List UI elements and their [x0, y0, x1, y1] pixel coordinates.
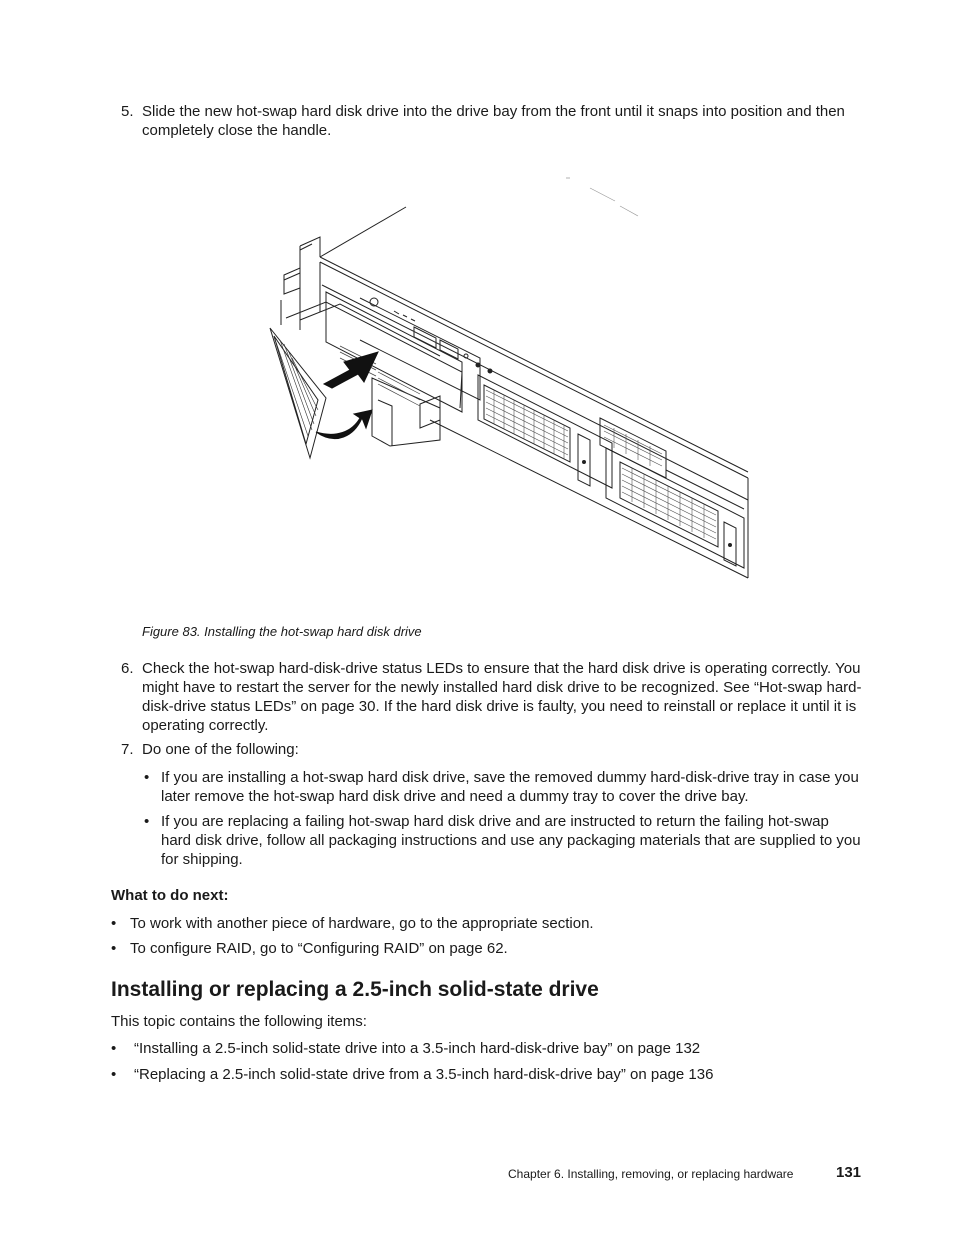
server-drive-install-illustration	[262, 172, 752, 582]
next-heading: What to do next:	[111, 887, 229, 904]
list-item-text: If you are installing a hot-swap hard disk drive, save the removed dummy hard-disk-drive tray in case you later remove the hot-swap hard disk drive and need a dummy tray to cover the drive bay.	[161, 769, 859, 805]
step-number: 6.	[121, 660, 134, 677]
bullet: •	[111, 1066, 117, 1083]
step-text: Check the hot-swap hard-disk-drive status LEDs to ensure that the hard disk drive is operating correctly. You might have to restart the server for the newly installed hard disk drive to be recognized. See “Hot-swap hard-disk-drive status LEDs” on page 30. If the hard disk drive is faulty, you need to reinstall or replace it until it is operating correctly.	[142, 660, 862, 734]
list-item-text: To configure RAID, go to “Configuring RAID” on page 62.	[130, 940, 508, 957]
list-item-text: “Replacing a 2.5-inch solid-state drive from a 3.5-inch hard-disk-drive bay” on page 136	[134, 1066, 714, 1083]
list-item-text: To work with another piece of hardware, go to the appropriate section.	[130, 915, 594, 932]
step-text: Slide the new hot-swap hard disk drive into the drive bay from the front until it snaps into position and then completely close the handle.	[142, 103, 845, 139]
bullet: •	[111, 1040, 117, 1057]
footer-chapter: Chapter 6. Installing, removing, or replacing hardware	[508, 1167, 794, 1181]
bullet: •	[111, 915, 117, 932]
figure-caption: Figure 83. Installing the hot-swap hard disk drive	[142, 624, 422, 639]
page-number: 131	[836, 1164, 862, 1181]
section-title: Installing or replacing a 2.5-inch solid-state drive	[111, 978, 599, 1001]
step-number: 7.	[121, 741, 134, 758]
bullet: •	[144, 769, 150, 786]
list-item-text: “Installing a 2.5-inch solid-state drive into a 3.5-inch hard-disk-drive bay” on page 132	[134, 1040, 701, 1057]
bullet: •	[111, 940, 117, 957]
list-item-text: If you are replacing a failing hot-swap hard disk drive and are instructed to return the failing hot-swap hard disk drive, follow all packaging instructions and use any packaging materials that are supplied to you for shipping.	[161, 813, 861, 868]
section-intro: This topic contains the following items:	[111, 1013, 367, 1030]
step-number: 5.	[121, 103, 134, 120]
bullet: •	[144, 813, 150, 830]
step-text: Do one of the following:	[142, 741, 299, 758]
